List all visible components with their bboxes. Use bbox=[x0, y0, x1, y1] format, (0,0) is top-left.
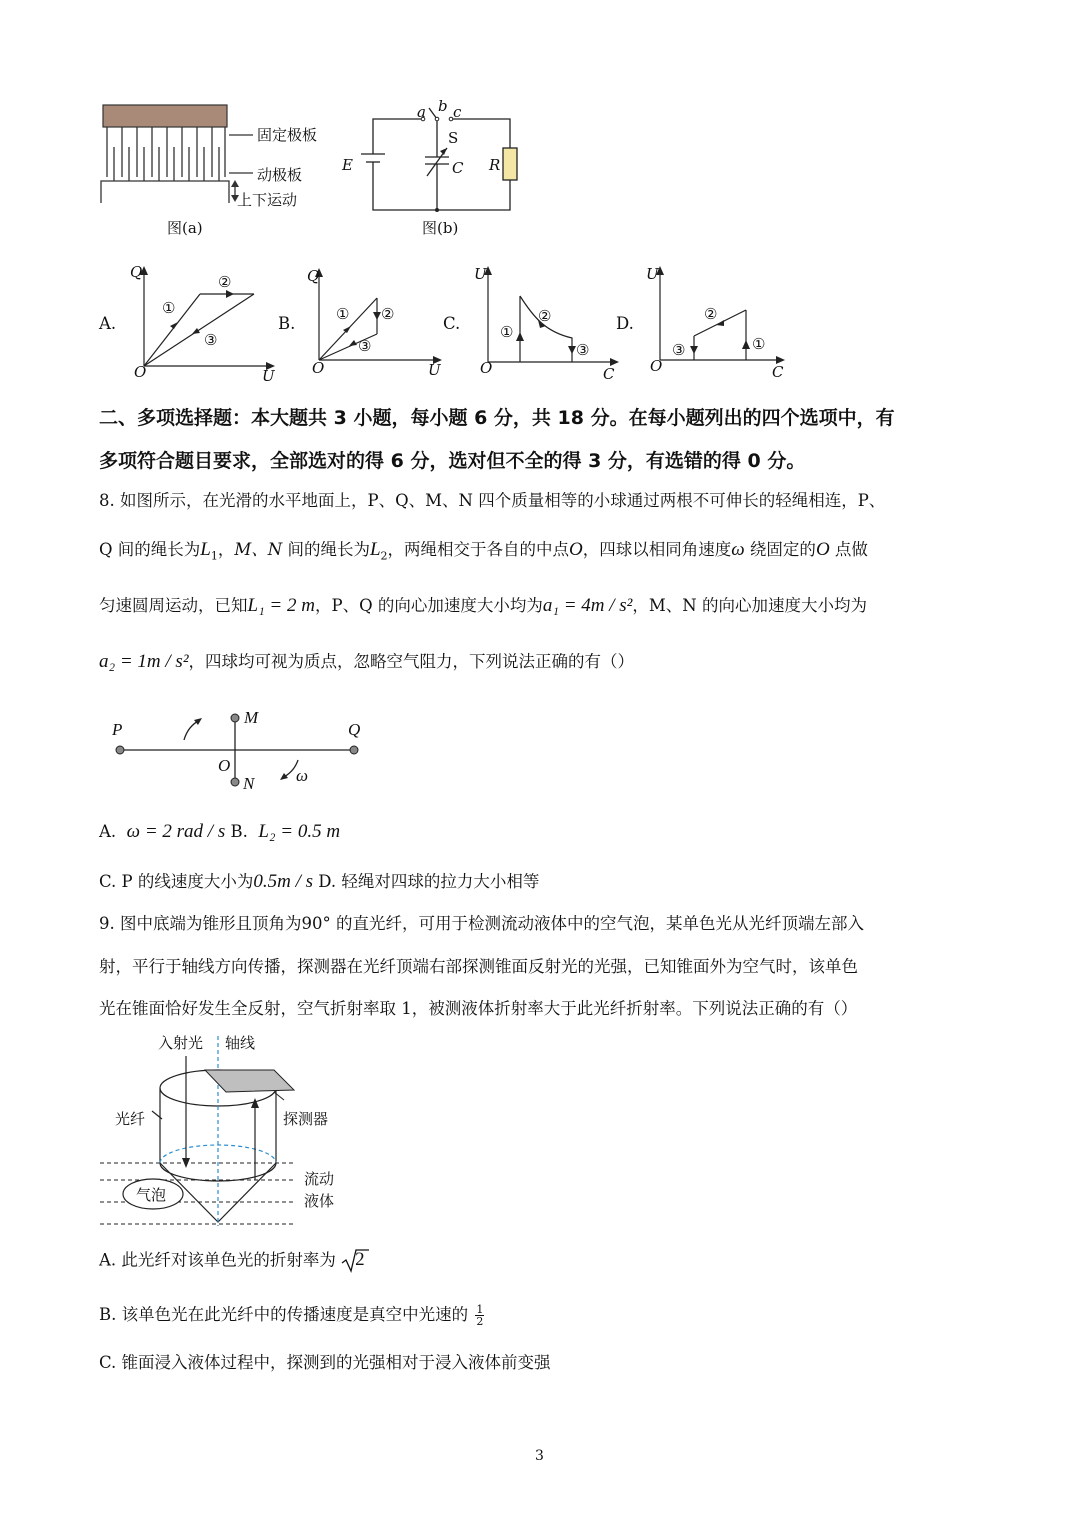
q8-label-n: N bbox=[243, 774, 255, 793]
q9-incident-label: 入射光 bbox=[158, 1034, 204, 1052]
q9-option-b: B. 该单色光在此光纤中的传播速度是真空中光速的 $\frac{1}{2}$ bbox=[99, 1303, 484, 1328]
option-d-graph bbox=[650, 262, 790, 382]
option-a-xlabel: U bbox=[262, 367, 275, 385]
sqrt-symbol: 2 bbox=[341, 1248, 369, 1274]
option-a-origin: O bbox=[134, 363, 147, 381]
q9-fiber-label: 光纤 bbox=[115, 1110, 146, 1128]
figure-a-caption: 图(a) bbox=[167, 219, 203, 237]
option-b-origin: O bbox=[312, 359, 325, 377]
emf-label: E bbox=[342, 156, 353, 174]
q8-line2: Q 间的绳长为$L_1$，M、N 间的绳长为$L_2$，两绳相交于各自的中点O，四球以相同角速度ω 绕固定的O 点做 bbox=[99, 539, 868, 563]
q8-options-ab: A. ω = 2 rad / s B. L₂ = 0.5 m bbox=[99, 821, 341, 842]
option-d-ylabel: U bbox=[646, 265, 659, 283]
q9-line3: 光在锥面恰好发生全反射，空气折射率取 1，被测液体折射率大于此光纤折射率。下列说法正确的有（） bbox=[99, 999, 858, 1018]
figure-a-capacitor-plates bbox=[95, 95, 345, 245]
q9-option-a: A. 此光纤对该单色光的折射率为 2 bbox=[99, 1248, 369, 1274]
fixed-plate-label: 固定极板 bbox=[257, 126, 318, 144]
q8-line3: 匀速圆周运动，已知L₁ = 2 m，P、Q 的向心加速度大小均为a₁ = 4m / s²，M、N 的向心加速度大小均为 bbox=[99, 595, 867, 616]
resistor-label: R bbox=[489, 156, 501, 174]
page-number: 3 bbox=[535, 1448, 544, 1464]
q9-detector-label: 探测器 bbox=[283, 1110, 329, 1128]
option-d-origin: O bbox=[650, 357, 663, 375]
option-b-mark2: ② bbox=[381, 305, 395, 323]
capacitor-label: C bbox=[452, 159, 464, 177]
option-d-mark3: ③ bbox=[672, 341, 686, 359]
option-a-letter: A. bbox=[99, 314, 117, 333]
section-heading-line2: 多项符合题目要求，全部选对的得 6 分，选对但不全的得 3 分，有选错的得 0 分。 bbox=[99, 450, 806, 472]
option-c-mark2: ② bbox=[538, 307, 552, 325]
q8-label-q: Q bbox=[348, 720, 361, 739]
q8-label-omega: ω bbox=[296, 766, 309, 785]
option-d-mark2: ② bbox=[704, 305, 718, 323]
option-d-mark1: ① bbox=[752, 335, 766, 353]
q8-label-p: P bbox=[112, 720, 123, 739]
option-d-letter: D. bbox=[616, 314, 634, 333]
motion-label: 上下运动 bbox=[237, 191, 298, 209]
q9-bubble-label: 气泡 bbox=[136, 1186, 167, 1204]
q8-figure bbox=[108, 706, 368, 796]
option-c-letter: C. bbox=[443, 314, 461, 333]
option-d-xlabel: C bbox=[772, 363, 784, 381]
q8-line1: 8. 如图所示，在光滑的水平地面上，P、Q、M、N 四个质量相等的小球通过两根不可伸长的轻绳相连，P、 bbox=[99, 491, 886, 510]
switch-s-label: S bbox=[448, 129, 459, 147]
q8-label-m: M bbox=[244, 708, 259, 727]
option-b-graph bbox=[305, 262, 445, 382]
option-c-mark1: ① bbox=[500, 323, 514, 341]
q9-line1: 9. 图中底端为锥形且顶角为90° 的直光纤，可用于检测流动液体中的空气泡，某单色光从光纤顶端左部入 bbox=[99, 914, 864, 933]
moving-plate-label: 动极板 bbox=[257, 166, 303, 184]
q9-axis-label: 轴线 bbox=[225, 1034, 256, 1052]
option-b-xlabel: U bbox=[428, 361, 441, 379]
q8-options-cd: C. P 的线速度大小为0.5m / s D. 轻绳对四球的拉力大小相等 bbox=[99, 871, 540, 892]
option-a-ylabel: Q bbox=[130, 263, 143, 281]
switch-b-label: b bbox=[438, 97, 448, 115]
switch-c-label: c bbox=[453, 103, 462, 121]
option-a-mark1: ① bbox=[162, 299, 176, 317]
option-b-mark1: ① bbox=[336, 305, 350, 323]
option-b-letter: B. bbox=[278, 314, 296, 333]
q8-label-o: O bbox=[218, 756, 231, 775]
option-c-mark3: ③ bbox=[576, 341, 590, 359]
q9-flow-label-2: 液体 bbox=[304, 1192, 335, 1210]
option-c-ylabel: U bbox=[474, 265, 487, 283]
fraction-one-half: $\frac{1}{2}$ bbox=[476, 1303, 484, 1328]
option-a-mark2: ② bbox=[218, 273, 232, 291]
option-c-xlabel: C bbox=[603, 365, 615, 383]
option-c-origin: O bbox=[480, 359, 493, 377]
section-heading-line1: 二、多项选择题：本大题共 3 小题，每小题 6 分，共 18 分。在每小题列出的四个选项中，有 bbox=[99, 407, 895, 429]
q9-flow-label-1: 流动 bbox=[304, 1170, 335, 1188]
q9-option-c: C. 锥面浸入液体过程中，探测到的光强相对于浸入液体前变强 bbox=[99, 1353, 551, 1372]
figure-b-caption: 图(b) bbox=[422, 219, 459, 237]
switch-a-label: a bbox=[417, 103, 426, 121]
q8-line4: a₂ = 1m / s²，四球均可视为质点，忽略空气阻力，下列说法正确的有（） bbox=[99, 651, 635, 672]
option-b-mark3: ③ bbox=[358, 337, 372, 355]
figure-b-circuit bbox=[335, 100, 535, 220]
option-a-mark3: ③ bbox=[204, 331, 218, 349]
option-b-ylabel: Q bbox=[307, 267, 320, 285]
option-a-graph bbox=[130, 262, 280, 382]
q9-line2: 射，平行于轴线方向传播，探测器在光纤顶端右部探测锥面反射光的光强，已知锥面外为空气时，该单色 bbox=[99, 957, 858, 976]
